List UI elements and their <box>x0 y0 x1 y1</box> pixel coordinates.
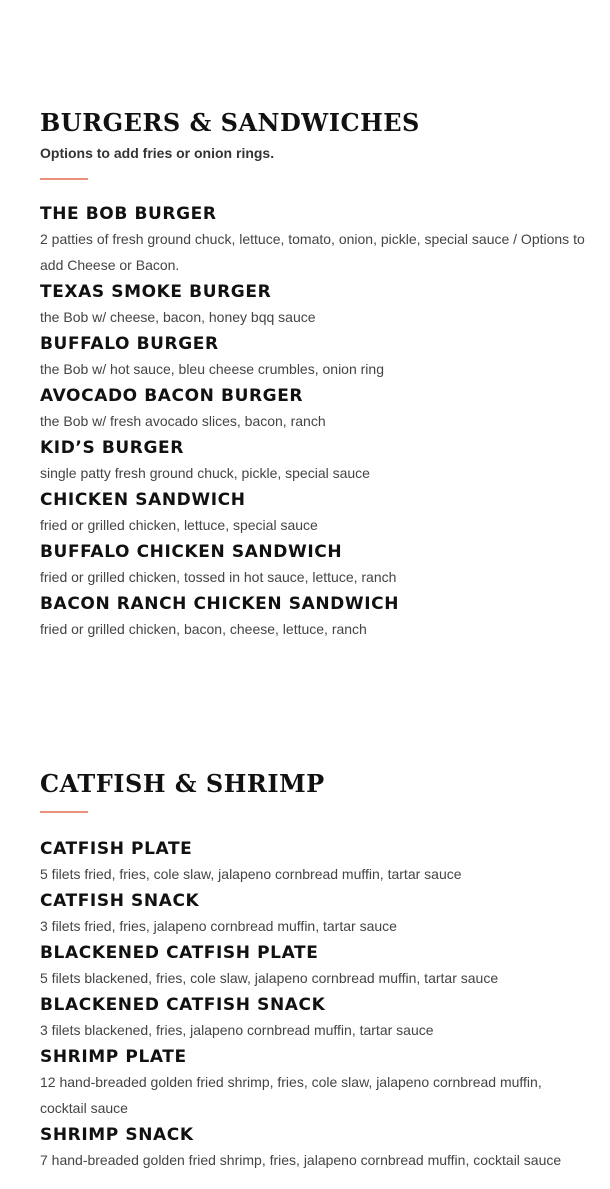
menu-item-name: THE BOB BURGER <box>40 204 217 224</box>
menu-item <box>40 941 585 991</box>
menu-item-description: the Bob w/ cheese, bacon, honey bqq sauce <box>40 309 316 325</box>
menu-item-description: 5 filets blackened, fries, cole slaw, jalapeno cornbread muffin, tartar sauce <box>40 970 499 986</box>
menu-item <box>40 837 585 887</box>
menu-item-name: SHRIMP PLATE <box>40 1047 187 1067</box>
menu-item-description: fried or grilled chicken, bacon, cheese, lettuce, ranch <box>40 621 367 637</box>
section-burgers-sandwiches <box>40 108 585 644</box>
section-catfish-shrimp <box>40 769 585 1175</box>
menu-item-name: SHRIMP SNACK <box>40 1125 194 1145</box>
menu-item-description: the Bob w/ fresh avocado slices, bacon, ranch <box>40 413 326 429</box>
menu-item-description: 3 filets fried, fries, jalapeno cornbread muffin, tartar sauce <box>40 918 397 934</box>
menu-item-name: CHICKEN SANDWICH <box>40 490 246 510</box>
menu-item-name: BUFFALO CHICKEN SANDWICH <box>40 542 343 562</box>
menu-item-name: BLACKENED CATFISH PLATE <box>40 943 319 963</box>
menu-item-description: single patty fresh ground chuck, pickle, special sauce <box>40 465 370 481</box>
section-subtitle: Options to add fries or onion rings. <box>40 145 275 161</box>
menu-item <box>40 332 585 382</box>
menu-item <box>40 592 585 642</box>
menu-item <box>40 1123 585 1173</box>
menu-item-description: 5 filets fried, fries, cole slaw, jalapeno cornbread muffin, tartar sauce <box>40 866 462 882</box>
section-divider <box>40 178 88 180</box>
section-title: CATFISH & SHRIMP <box>40 769 325 798</box>
menu-item-description: 7 hand-breaded golden fried shrimp, fries, jalapeno cornbread muffin, cocktail sauce <box>40 1152 562 1168</box>
menu-item <box>40 1045 585 1121</box>
menu-item-name: AVOCADO BACON BURGER <box>40 386 304 406</box>
menu-item-description: 3 filets blackened, fries, jalapeno cornbread muffin, tartar sauce <box>40 1022 434 1038</box>
menu-item <box>40 202 585 278</box>
menu-item-name: CATFISH SNACK <box>40 891 200 911</box>
menu-item-name: CATFISH PLATE <box>40 839 193 859</box>
menu-item <box>40 384 585 434</box>
menu-item-name: TEXAS SMOKE BURGER <box>40 282 272 302</box>
menu-item-description: 2 patties of fresh ground chuck, lettuce, tomato, onion, pickle, special sauce / Options to add Cheese or Bacon. <box>40 231 585 273</box>
menu-item-description: fried or grilled chicken, tossed in hot sauce, lettuce, ranch <box>40 569 397 585</box>
section-divider <box>40 811 88 813</box>
menu-item-description: the Bob w/ hot sauce, bleu cheese crumbles, onion ring <box>40 361 384 377</box>
menu-item <box>40 436 585 486</box>
menu-item <box>40 889 585 939</box>
menu-item-description: fried or grilled chicken, lettuce, special sauce <box>40 517 318 533</box>
menu-item-name: BUFFALO BURGER <box>40 334 219 354</box>
menu-item <box>40 488 585 538</box>
menu-item-description: 12 hand-breaded golden fried shrimp, fries, cole slaw, jalapeno cornbread muffin, cocktail sauce <box>40 1074 542 1116</box>
section-title: BURGERS & SANDWICHES <box>40 108 420 137</box>
menu-item <box>40 993 585 1043</box>
menu-item-name: BLACKENED CATFISH SNACK <box>40 995 326 1015</box>
menu-item-name: BACON RANCH CHICKEN SANDWICH <box>40 594 400 614</box>
menu-item <box>40 540 585 590</box>
menu-item-name: KID’S BURGER <box>40 438 184 458</box>
menu-item <box>40 280 585 330</box>
